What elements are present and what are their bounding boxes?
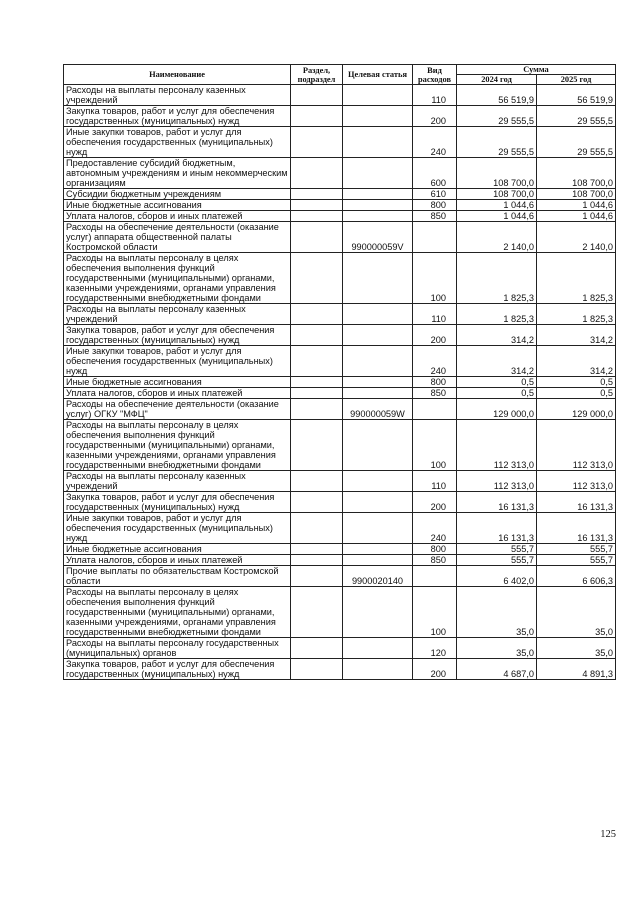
cell-amount-2024: 314,2 — [457, 325, 537, 346]
cell-section — [291, 222, 343, 253]
cell-amount-2025: 314,2 — [537, 346, 616, 377]
cell-section — [291, 106, 343, 127]
cell-section — [291, 211, 343, 222]
cell-amount-2024: 108 700,0 — [457, 189, 537, 200]
cell-target — [343, 587, 413, 638]
cell-name: Закупка товаров, работ и услуг для обеспечения государственных (муниципальных) нужд — [64, 106, 291, 127]
cell-name: Расходы на выплаты персоналу в целях обеспечения выполнения функций государственными (муниципальными) органами, казенными учреждениями, органами управления государственными внебюджетными фондами — [64, 253, 291, 304]
cell-name: Прочие выплаты по обязательствам Костромской области — [64, 566, 291, 587]
cell-expense-type: 200 — [413, 659, 457, 680]
cell-name: Иные бюджетные ассигнования — [64, 377, 291, 388]
cell-amount-2024: 2 140,0 — [457, 222, 537, 253]
table-row — [64, 325, 616, 346]
cell-name: Иные закупки товаров, работ и услуг для обеспечения государственных (муниципальных) нужд — [64, 513, 291, 544]
cell-target — [343, 253, 413, 304]
cell-amount-2025: 108 700,0 — [537, 158, 616, 189]
table-row — [64, 555, 616, 566]
cell-section — [291, 85, 343, 106]
cell-amount-2025: 16 131,3 — [537, 513, 616, 544]
header-sum: Сумма — [457, 65, 616, 75]
cell-expense-type: 110 — [413, 304, 457, 325]
cell-target — [343, 211, 413, 222]
cell-amount-2024: 1 825,3 — [457, 253, 537, 304]
cell-target — [343, 346, 413, 377]
cell-amount-2024: 35,0 — [457, 638, 537, 659]
table-row — [64, 211, 616, 222]
cell-section — [291, 377, 343, 388]
cell-expense-type: 800 — [413, 200, 457, 211]
table-row — [64, 544, 616, 555]
cell-amount-2024: 6 402,0 — [457, 566, 537, 587]
cell-target — [343, 659, 413, 680]
cell-amount-2024: 112 313,0 — [457, 471, 537, 492]
cell-expense-type: 100 — [413, 587, 457, 638]
cell-expense-type: 850 — [413, 388, 457, 399]
header-section: Раздел, подраздел — [291, 65, 343, 85]
cell-section — [291, 638, 343, 659]
cell-target: 9900020140 — [343, 566, 413, 587]
cell-target: 990000059V — [343, 222, 413, 253]
header-target: Целевая статья — [343, 65, 413, 85]
cell-amount-2024: 4 687,0 — [457, 659, 537, 680]
cell-target — [343, 304, 413, 325]
cell-section — [291, 253, 343, 304]
cell-name: Уплата налогов, сборов и иных платежей — [64, 388, 291, 399]
table-row — [64, 420, 616, 471]
cell-target — [343, 158, 413, 189]
cell-name: Субсидии бюджетным учреждениям — [64, 189, 291, 200]
cell-amount-2024: 108 700,0 — [457, 158, 537, 189]
cell-target — [343, 388, 413, 399]
cell-name: Уплата налогов, сборов и иных платежей — [64, 555, 291, 566]
header-type: Вид расходов — [413, 65, 457, 85]
table-header — [64, 65, 616, 85]
cell-amount-2025: 314,2 — [537, 325, 616, 346]
cell-amount-2025: 1 825,3 — [537, 304, 616, 325]
cell-amount-2024: 555,7 — [457, 555, 537, 566]
cell-section — [291, 127, 343, 158]
cell-section — [291, 346, 343, 377]
cell-amount-2025: 16 131,3 — [537, 492, 616, 513]
cell-amount-2024: 0,5 — [457, 377, 537, 388]
table-row — [64, 659, 616, 680]
cell-section — [291, 587, 343, 638]
table-body — [64, 85, 616, 680]
cell-section — [291, 471, 343, 492]
cell-name: Иные закупки товаров, работ и услуг для обеспечения государственных (муниципальных) нужд — [64, 346, 291, 377]
cell-target — [343, 200, 413, 211]
cell-name: Расходы на выплаты персоналу казенных учреждений — [64, 471, 291, 492]
cell-name: Иные бюджетные ассигнования — [64, 544, 291, 555]
cell-target — [343, 420, 413, 471]
cell-amount-2024: 129 000,0 — [457, 399, 537, 420]
cell-amount-2025: 4 891,3 — [537, 659, 616, 680]
cell-amount-2025: 35,0 — [537, 638, 616, 659]
cell-amount-2024: 29 555,5 — [457, 106, 537, 127]
cell-amount-2025: 2 140,0 — [537, 222, 616, 253]
cell-expense-type: 240 — [413, 346, 457, 377]
cell-amount-2025: 29 555,5 — [537, 106, 616, 127]
cell-expense-type: 600 — [413, 158, 457, 189]
cell-amount-2024: 35,0 — [457, 587, 537, 638]
cell-expense-type: 100 — [413, 420, 457, 471]
cell-expense-type: 200 — [413, 106, 457, 127]
cell-amount-2025: 108 700,0 — [537, 189, 616, 200]
cell-target — [343, 471, 413, 492]
table-row — [64, 346, 616, 377]
cell-name: Расходы на выплаты персоналу казенных учреждений — [64, 85, 291, 106]
cell-amount-2024: 1 044,6 — [457, 211, 537, 222]
cell-target — [343, 638, 413, 659]
cell-name: Закупка товаров, работ и услуг для обеспечения государственных (муниципальных) нужд — [64, 325, 291, 346]
cell-amount-2025: 0,5 — [537, 388, 616, 399]
cell-expense-type: 240 — [413, 513, 457, 544]
cell-name: Расходы на выплаты персоналу в целях обеспечения выполнения функций государственными (муниципальными) органами, казенными учреждениями, органами управления государственными внебюджетными фондами — [64, 420, 291, 471]
cell-target — [343, 127, 413, 158]
table-row — [64, 399, 616, 420]
cell-amount-2025: 555,7 — [537, 555, 616, 566]
table-row — [64, 253, 616, 304]
table-row — [64, 492, 616, 513]
table-row — [64, 222, 616, 253]
cell-name: Иные закупки товаров, работ и услуг для обеспечения государственных (муниципальных) нужд — [64, 127, 291, 158]
cell-section — [291, 544, 343, 555]
cell-amount-2024: 1 825,3 — [457, 304, 537, 325]
cell-amount-2025: 6 606,3 — [537, 566, 616, 587]
cell-section — [291, 189, 343, 200]
cell-name: Закупка товаров, работ и услуг для обеспечения государственных (муниципальных) нужд — [64, 659, 291, 680]
cell-section — [291, 566, 343, 587]
cell-target — [343, 106, 413, 127]
cell-amount-2025: 555,7 — [537, 544, 616, 555]
cell-amount-2024: 16 131,3 — [457, 492, 537, 513]
cell-expense-type: 850 — [413, 555, 457, 566]
cell-section — [291, 304, 343, 325]
cell-amount-2024: 0,5 — [457, 388, 537, 399]
cell-amount-2024: 16 131,3 — [457, 513, 537, 544]
cell-amount-2025: 29 555,5 — [537, 127, 616, 158]
cell-amount-2025: 1 044,6 — [537, 200, 616, 211]
cell-target: 990000059W — [343, 399, 413, 420]
cell-amount-2025: 112 313,0 — [537, 420, 616, 471]
table-row — [64, 200, 616, 211]
cell-amount-2024: 56 519,9 — [457, 85, 537, 106]
cell-target — [343, 189, 413, 200]
cell-section — [291, 513, 343, 544]
cell-section — [291, 325, 343, 346]
cell-section — [291, 388, 343, 399]
table-row — [64, 388, 616, 399]
cell-name: Уплата налогов, сборов и иных платежей — [64, 211, 291, 222]
cell-section — [291, 158, 343, 189]
cell-name: Расходы на выплаты персоналу государственных (муниципальных) органов — [64, 638, 291, 659]
cell-amount-2024: 1 044,6 — [457, 200, 537, 211]
cell-expense-type: 100 — [413, 253, 457, 304]
table-row — [64, 304, 616, 325]
cell-amount-2025: 1 825,3 — [537, 253, 616, 304]
cell-amount-2024: 112 313,0 — [457, 420, 537, 471]
cell-name: Расходы на выплаты персоналу казенных учреждений — [64, 304, 291, 325]
cell-name: Закупка товаров, работ и услуг для обеспечения государственных (муниципальных) нужд — [64, 492, 291, 513]
cell-expense-type — [413, 566, 457, 587]
cell-expense-type: 850 — [413, 211, 457, 222]
cell-target — [343, 492, 413, 513]
table-row — [64, 106, 616, 127]
cell-section — [291, 420, 343, 471]
cell-amount-2024: 555,7 — [457, 544, 537, 555]
cell-name: Расходы на выплаты персоналу в целях обеспечения выполнения функций государственными (муниципальными) органами, казенными учреждениями, органами управления государственными внебюджетными фондами — [64, 587, 291, 638]
cell-expense-type: 200 — [413, 492, 457, 513]
cell-expense-type: 240 — [413, 127, 457, 158]
cell-expense-type: 110 — [413, 85, 457, 106]
table-row — [64, 127, 616, 158]
table-row — [64, 377, 616, 388]
cell-target — [343, 377, 413, 388]
cell-name: Предоставление субсидий бюджетным, автономным учреждениям и иным некоммерческим организациям — [64, 158, 291, 189]
table-row — [64, 471, 616, 492]
budget-table — [63, 64, 616, 680]
cell-section — [291, 555, 343, 566]
cell-target — [343, 544, 413, 555]
cell-target — [343, 555, 413, 566]
table-row — [64, 85, 616, 106]
cell-target — [343, 513, 413, 544]
cell-name: Расходы на обеспечение деятельности (оказание услуг) аппарата общественной палаты Костромской области — [64, 222, 291, 253]
cell-target — [343, 325, 413, 346]
cell-name: Иные бюджетные ассигнования — [64, 200, 291, 211]
cell-amount-2025: 56 519,9 — [537, 85, 616, 106]
table-row — [64, 189, 616, 200]
header-year-2025: 2025 год — [537, 75, 616, 85]
cell-name: Расходы на обеспечение деятельности (оказание услуг) ОГКУ "МФЦ" — [64, 399, 291, 420]
cell-amount-2024: 29 555,5 — [457, 127, 537, 158]
cell-amount-2025: 112 313,0 — [537, 471, 616, 492]
cell-expense-type: 800 — [413, 377, 457, 388]
cell-section — [291, 200, 343, 211]
header-year-2024: 2024 год — [457, 75, 537, 85]
cell-expense-type: 120 — [413, 638, 457, 659]
cell-amount-2025: 0,5 — [537, 377, 616, 388]
table-row — [64, 158, 616, 189]
cell-expense-type: 110 — [413, 471, 457, 492]
table-row — [64, 638, 616, 659]
cell-expense-type — [413, 222, 457, 253]
table-row — [64, 587, 616, 638]
cell-amount-2024: 314,2 — [457, 346, 537, 377]
header-name: Наименование — [64, 65, 291, 85]
cell-section — [291, 492, 343, 513]
cell-amount-2025: 1 044,6 — [537, 211, 616, 222]
cell-expense-type — [413, 399, 457, 420]
page-number: 125 — [600, 829, 616, 840]
cell-amount-2025: 129 000,0 — [537, 399, 616, 420]
cell-amount-2025: 35,0 — [537, 587, 616, 638]
table-row — [64, 513, 616, 544]
cell-section — [291, 659, 343, 680]
cell-section — [291, 399, 343, 420]
table-row — [64, 566, 616, 587]
cell-expense-type: 610 — [413, 189, 457, 200]
cell-expense-type: 800 — [413, 544, 457, 555]
cell-target — [343, 85, 413, 106]
cell-expense-type: 200 — [413, 325, 457, 346]
